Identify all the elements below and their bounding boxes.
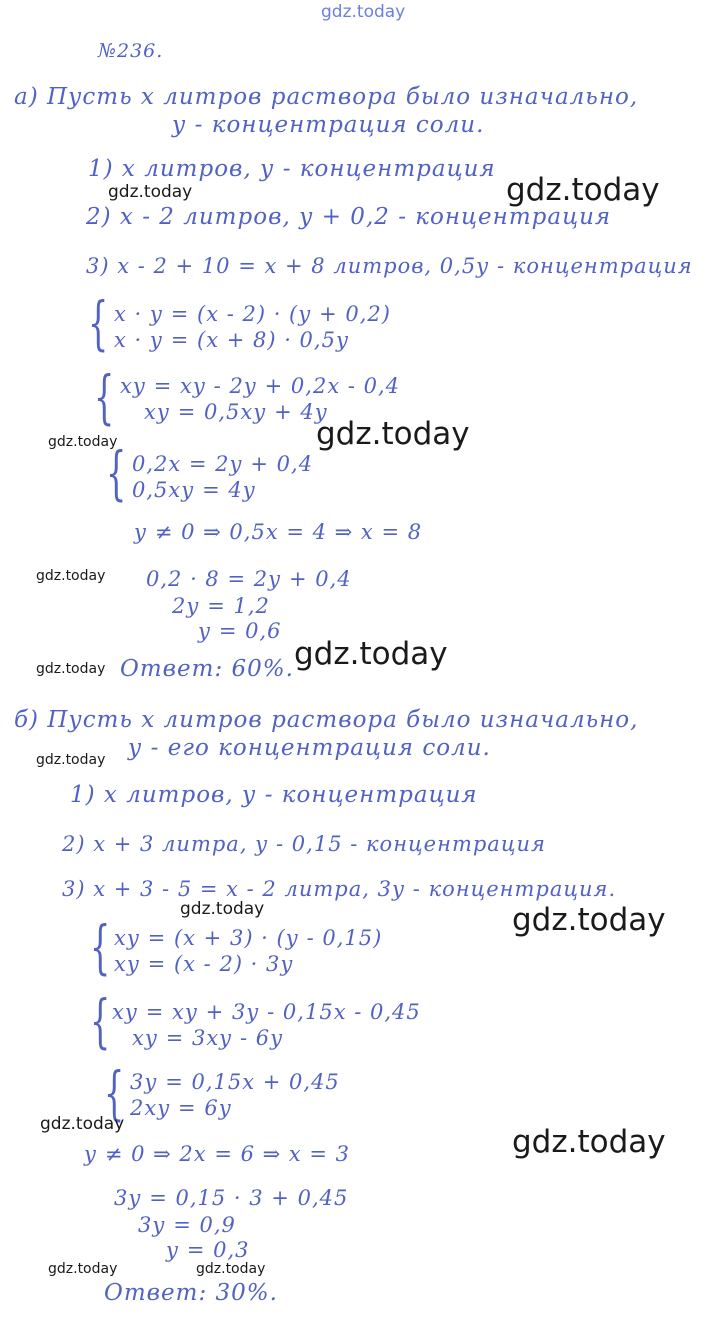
part-b-system-3-eq-1: 3у = 0,15х + 0,45 — [130, 1070, 340, 1094]
part-a-step-1: 1) х литров, у - концентрация — [88, 156, 496, 182]
problem-number: №236. — [98, 40, 164, 62]
part-a-system-1-eq-2: х · у = (х + 8) · 0,5у — [114, 328, 350, 352]
part-a-intro-1: а) Пусть х литров раствора было изначально, — [14, 84, 639, 110]
watermark: gdz.today — [512, 1124, 666, 1160]
part-a-answer: Ответ: 60%. — [120, 656, 294, 682]
part-a-calc-1: 0,2 · 8 = 2у + 0,4 — [146, 567, 352, 591]
part-a-step-3: 3) х - 2 + 10 = х + 8 литров, 0,5у - концентрация — [86, 254, 693, 278]
part-a-system-2-eq-1: ху = ху - 2у + 0,2х - 0,4 — [120, 374, 401, 398]
part-a-condition: у ≠ 0 ⇒ 0,5х = 4 ⇒ х = 8 — [134, 520, 423, 544]
part-b-answer: Ответ: 30%. — [104, 1280, 278, 1306]
brace-a-2: { — [94, 363, 115, 431]
brace-b-3: { — [104, 1059, 125, 1127]
watermark: gdz.today — [48, 434, 118, 450]
part-b-condition: у ≠ 0 ⇒ 2х = 6 ⇒ х = 3 — [84, 1142, 351, 1166]
part-b-system-2-eq-2: ху = 3ху - 6у — [132, 1026, 284, 1050]
part-a-system-1-eq-1: х · у = (х - 2) · (у + 0,2) — [114, 302, 391, 326]
brace-a-3: { — [106, 439, 127, 507]
watermark: gdz.today — [506, 172, 660, 208]
part-b-calc-2: 3у = 0,9 — [138, 1213, 236, 1237]
brace-a-1: { — [88, 289, 109, 357]
site-header: gdz.today — [321, 2, 406, 22]
watermark: gdz.today — [512, 902, 666, 938]
part-a-step-2: 2) х - 2 литров, у + 0,2 - концентрация — [86, 204, 612, 230]
part-b-system-2-eq-1: ху = ху + 3у - 0,15х - 0,45 — [112, 1000, 421, 1024]
watermark: gdz.today — [40, 1114, 125, 1134]
part-b-calc-3: у = 0,3 — [166, 1238, 250, 1262]
watermark: gdz.today — [48, 1261, 118, 1277]
watermark: gdz.today — [316, 416, 470, 452]
part-b-system-1-eq-1: ху = (х + 3) · (у - 0,15) — [114, 926, 383, 950]
part-a-calc-2: 2у = 1,2 — [172, 594, 270, 618]
part-b-calc-1: 3у = 0,15 · 3 + 0,45 — [114, 1186, 349, 1210]
part-a-system-3-eq-1: 0,2х = 2у + 0,4 — [132, 452, 314, 476]
watermark: gdz.today — [108, 182, 193, 202]
part-b-step-3: 3) х + 3 - 5 = х - 2 литра, 3у - концентрация. — [62, 877, 617, 901]
brace-b-1: { — [90, 913, 111, 981]
part-a-system-2-eq-2: ху = 0,5ху + 4у — [144, 400, 328, 424]
part-b-system-3-eq-2: 2ху = 6у — [130, 1096, 232, 1120]
brace-b-2: { — [90, 987, 111, 1055]
watermark: gdz.today — [180, 899, 265, 919]
part-a-system-3-eq-2: 0,5ху = 4у — [132, 478, 256, 502]
watermark: gdz.today — [294, 636, 448, 672]
part-b-intro-2: у - его концентрация соли. — [128, 735, 491, 761]
watermark: gdz.today — [36, 661, 106, 677]
part-b-intro-1: б) Пусть х литров раствора было изначально, — [14, 707, 639, 733]
watermark: gdz.today — [36, 568, 106, 584]
part-a-intro-2: у - концентрация соли. — [172, 112, 485, 138]
part-b-step-2: 2) х + 3 литра, у - 0,15 - концентрация — [62, 832, 546, 856]
part-a-calc-3: у = 0,6 — [198, 619, 282, 643]
watermark: gdz.today — [196, 1261, 266, 1277]
part-b-step-1: 1) х литров, у - концентрация — [70, 782, 478, 808]
watermark: gdz.today — [36, 752, 106, 768]
part-b-system-1-eq-2: ху = (х - 2) · 3у — [114, 952, 294, 976]
